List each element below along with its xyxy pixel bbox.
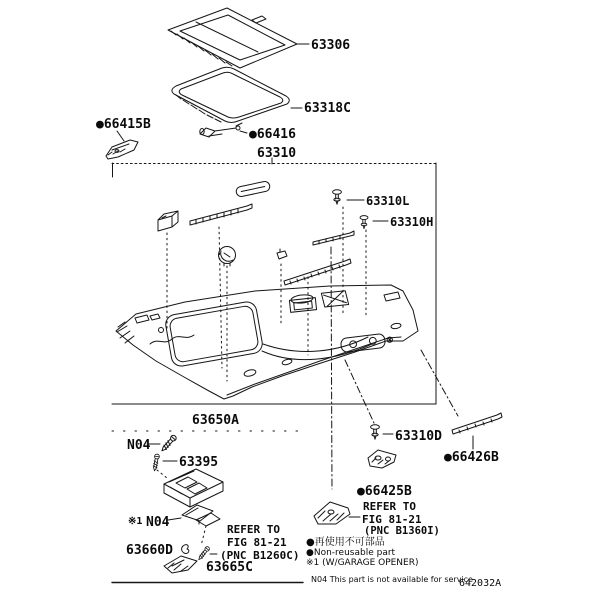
- part-drive-cable-66416: [200, 123, 242, 137]
- screw-63395-icon: [152, 454, 160, 471]
- label-63310H: 63310H: [390, 215, 434, 229]
- label-63306: 63306: [311, 38, 351, 53]
- note-service: N04 This part is not available for service: [311, 575, 473, 584]
- leader-63395-drop: [157, 470, 167, 478]
- label-63310: 63310: [257, 146, 297, 161]
- label-63660D: 63660D: [126, 543, 173, 558]
- clip-63660D-icon: [182, 545, 189, 554]
- note-non-reusable: ●Non-reusable part: [306, 548, 396, 558]
- retainer-strip-b: [313, 231, 354, 245]
- label-n04-mid-prefix: ※1: [128, 516, 143, 527]
- in-box-leaders: [167, 207, 366, 381]
- label-n04-mid: N04: [146, 515, 170, 530]
- screw-pnc-left-icon: [197, 546, 210, 561]
- label-63310D: 63310D: [395, 429, 442, 444]
- note-garage-opener: ※1 (W/GARAGE OPENER): [306, 558, 419, 568]
- refer-left-line1: REFER TO: [227, 523, 280, 536]
- clip-63310D-icon: [371, 425, 380, 439]
- part-visor-bracket-63665C: [164, 556, 197, 573]
- refer-right-line1: REFER TO: [363, 500, 416, 513]
- clip-63310L-icon: [333, 190, 342, 204]
- grommet: [219, 247, 236, 267]
- label-63665C: 63665C: [206, 560, 253, 575]
- retainer-strip-a: [190, 204, 252, 225]
- part-bracket-66425B: [314, 502, 350, 524]
- clip-block: [158, 211, 178, 231]
- label-n04-top: N04: [127, 438, 151, 453]
- refer-left-line2: FIG 81-21: [227, 536, 287, 549]
- retainer-strip-c: [284, 259, 351, 285]
- label-66415B: ●66415B: [96, 117, 151, 132]
- part-sliding-roof-glass-63318C: [172, 67, 289, 122]
- part-map-light-assembly: [164, 469, 223, 507]
- part-garage-opener-bracket: [182, 505, 220, 526]
- leader-66415B: [117, 131, 124, 141]
- leader-n04-mid: [168, 518, 181, 520]
- clip-63310H-icon: [360, 216, 368, 229]
- refer-left-line3: (PNC B1260C): [220, 549, 300, 562]
- label-63650A: 63650A: [192, 413, 239, 428]
- label-66426B: ●66426B: [444, 450, 499, 465]
- cross-leaders: [331, 247, 458, 489]
- part-retainer-66426B: [452, 413, 502, 434]
- part-headlining-bracket: [368, 450, 396, 468]
- refer-right-line3: (PNC B1360I): [364, 525, 440, 537]
- part-bracket-66415B: [106, 140, 138, 159]
- pad-strip: [235, 181, 270, 198]
- refer-right-line2: FIG 81-21: [362, 513, 422, 526]
- leader-66416: [240, 131, 247, 133]
- part-roof-headlining-63650A: [116, 285, 418, 399]
- label-63395: 63395: [179, 455, 219, 470]
- small-clip: [277, 249, 287, 259]
- label-63310L: 63310L: [366, 194, 410, 208]
- part-sliding-roof-panel-63306: [168, 8, 297, 68]
- label-66416: ●66416: [249, 127, 296, 142]
- leader-bracket-drop: [201, 526, 206, 546]
- note-jp: ●再使用不可部品: [306, 537, 385, 548]
- label-63318C: 63318C: [304, 101, 351, 116]
- figure-code: 642032A: [459, 578, 502, 589]
- screw-n04-icon: [160, 434, 177, 452]
- label-66425B: ●66425B: [357, 484, 412, 499]
